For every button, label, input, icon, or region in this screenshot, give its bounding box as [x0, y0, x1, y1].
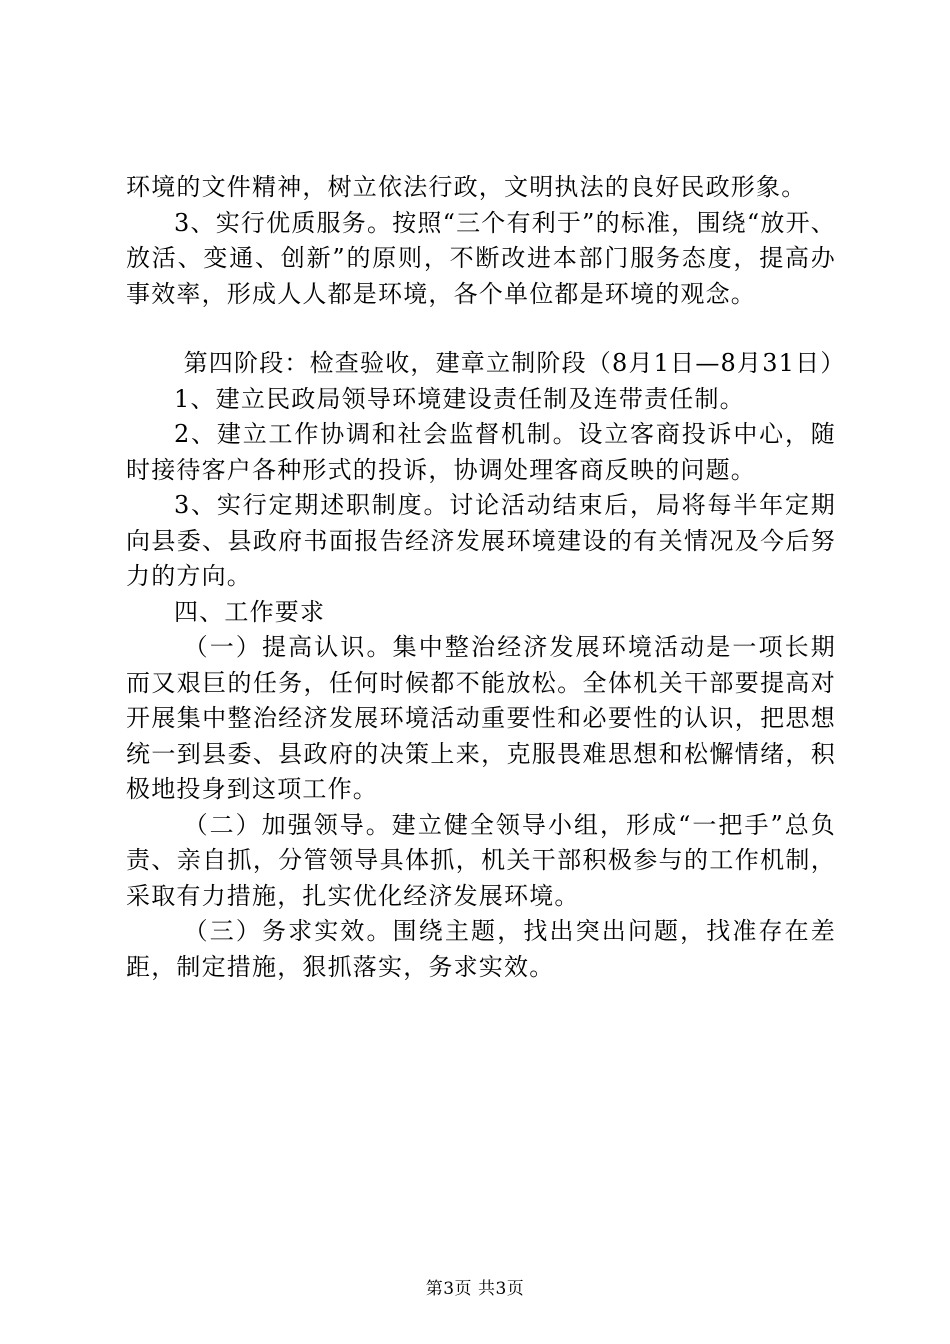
paragraph-requirement-2: （二）加强领导。建立健全领导小组，形成“一把手”总负责、亲自抓，分管领导具体抓，机关干部积极参与的工作机制，采取有力措施，扎实优化经济发展环境。: [126, 810, 836, 910]
document-body: [126, 170, 846, 985]
paragraph-continuation: 环境的文件精神，树立依法行政，文明执法的良好民政形象。: [126, 173, 807, 201]
paragraph-item-2-coordination: 2、建立工作协调和社会监督机制。设立客商投诉中心，随时接待客户各种形式的投诉，协调处理客商反映的问题。: [126, 420, 836, 484]
page-number-footer: 第3页 共3页: [425, 1279, 525, 1299]
section-heading-work-requirements: 四、工作要求: [174, 597, 326, 626]
paragraph-stage-four-heading: 第四阶段：检查验收，建章立制阶段（8月1日—8月31日）: [183, 349, 846, 377]
paragraph-requirement-3: （三）务求实效。围绕主题，找出突出问题，找准存在差距，制定措施，狠抓落实，务求实效。: [126, 917, 836, 981]
paragraph-item-1-responsibility: 1、建立民政局领导环境建设责任制及连带责任制。: [174, 384, 745, 413]
paragraph-item-3-reporting: 3、实行定期述职制度。讨论活动结束后，局将每半年定期向县委、县政府书面报告经济发展环境建设的有关情况及今后努力的方向。: [126, 491, 836, 590]
paragraph-requirement-1: （一）提高认识。集中整治经济发展环境活动是一项长期而又艰巨的任务，任何时候都不能放松。全体机关干部要提高对开展集中整治经济发展环境活动重要性和必要性的认识，把思想统一到县委、县政府的决策上来，克服畏难思想和松懈情绪，积极地投身到这项工作。: [126, 633, 836, 803]
paragraph-item-3-service: 3、实行优质服务。按照“三个有利于”的标准，围绕“放开、放活、变通、创新”的原则，不断改进本部门服务态度，提高办事效率，形成人人都是环境，各个单位都是环境的观念。: [126, 208, 836, 308]
